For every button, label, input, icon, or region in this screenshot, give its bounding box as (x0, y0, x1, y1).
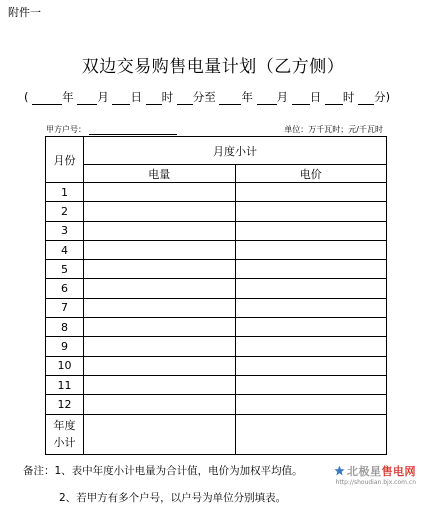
start-year-blank[interactable] (32, 92, 62, 105)
annual-energy-cell[interactable] (84, 414, 236, 454)
month-cell: 6 (46, 279, 84, 298)
month-cell: 12 (46, 395, 84, 414)
price-cell[interactable] (235, 356, 387, 375)
table-row (46, 202, 387, 221)
label-year-2: 年 (241, 90, 253, 104)
label-to: 分至 (192, 90, 216, 104)
energy-cell[interactable] (84, 221, 236, 240)
month-cell: 8 (46, 318, 84, 337)
energy-cell[interactable] (84, 202, 236, 221)
start-day-blank[interactable] (112, 92, 130, 105)
price-cell[interactable] (235, 183, 387, 202)
start-minute-blank[interactable] (177, 92, 193, 105)
table-row (46, 260, 387, 279)
month-cell: 4 (46, 240, 84, 259)
watermark-brand-part2: 售电网 (381, 465, 416, 478)
note-2: 2、若甲方有多个户号，以户号为单位分别填表。 (59, 492, 287, 504)
price-cell[interactable] (235, 337, 387, 356)
label-day-2: 日 (309, 90, 322, 104)
label-year-1: 年 (62, 90, 74, 104)
annual-label-line2: 小计 (53, 436, 76, 450)
account-label: 甲方户号： (46, 125, 86, 134)
start-month-blank[interactable] (77, 92, 97, 105)
end-minute-blank[interactable] (358, 92, 374, 105)
annual-subtotal-label (46, 414, 84, 454)
watermark-url: http://shoudian.bjx.com.cn (335, 479, 416, 486)
energy-cell[interactable] (84, 260, 236, 279)
unit-label: 单位：万千瓦时；元/千瓦时 (284, 125, 383, 134)
note-1: 备注：1、表中年度小计电量为合计值，电价为加权平均值。 (23, 465, 303, 477)
table-row (46, 337, 387, 356)
account-number-blank[interactable] (89, 125, 177, 135)
energy-header: 电量 (84, 165, 236, 183)
energy-cell[interactable] (84, 395, 236, 414)
monthly-subtotal-header: 月度小计 (84, 137, 387, 165)
table-row (46, 240, 387, 259)
watermark-brand-part1: 北极星 (347, 465, 382, 478)
label-day-1: 日 (130, 90, 142, 104)
label-minute-2: 分 (374, 90, 386, 104)
month-cell: 5 (46, 260, 84, 279)
month-cell: 10 (46, 356, 84, 375)
energy-cell[interactable] (84, 318, 236, 337)
attachment-label: 附件一 (8, 6, 41, 19)
table-row (46, 395, 387, 414)
annual-subtotal-row (46, 414, 387, 454)
table-row (46, 356, 387, 375)
price-header: 电价 (235, 165, 387, 183)
plan-table (45, 136, 387, 455)
month-cell: 7 (46, 298, 84, 317)
document-title: 双边交易购售电量计划（乙方侧） (81, 57, 345, 77)
energy-cell[interactable] (84, 337, 236, 356)
label-month-1: 月 (97, 90, 109, 104)
end-year-blank[interactable] (219, 92, 241, 105)
month-cell: 9 (46, 337, 84, 356)
table-row (46, 183, 387, 202)
table-row (46, 221, 387, 240)
energy-cell[interactable] (84, 240, 236, 259)
watermark-brand (334, 463, 416, 479)
watermark (334, 463, 416, 486)
month-cell: 11 (46, 375, 84, 394)
end-month-blank[interactable] (257, 92, 277, 105)
price-cell[interactable] (235, 260, 387, 279)
price-cell[interactable] (235, 395, 387, 414)
price-cell[interactable] (235, 318, 387, 337)
end-hour-blank[interactable] (325, 92, 343, 105)
label-hour-2: 时 (342, 90, 355, 104)
annual-price-cell[interactable] (235, 414, 387, 454)
label-month-2: 月 (276, 90, 289, 104)
table-row (46, 375, 387, 394)
table-row (46, 279, 387, 298)
star-logo-icon (334, 465, 345, 476)
energy-cell[interactable] (84, 183, 236, 202)
month-cell: 1 (46, 183, 84, 202)
month-header: 月份 (46, 137, 84, 183)
energy-cell[interactable] (84, 375, 236, 394)
price-cell[interactable] (235, 279, 387, 298)
open-paren: ( (24, 90, 29, 104)
energy-cell[interactable] (84, 356, 236, 375)
price-cell[interactable] (235, 298, 387, 317)
annual-label-line1: 年度 (53, 419, 76, 433)
label-hour-1: 时 (161, 90, 174, 104)
price-cell[interactable] (235, 240, 387, 259)
month-cell: 3 (46, 221, 84, 240)
end-day-blank[interactable] (292, 92, 310, 105)
table-row (46, 298, 387, 317)
account-row (46, 124, 177, 135)
price-cell[interactable] (235, 375, 387, 394)
energy-cell[interactable] (84, 279, 236, 298)
month-cell: 2 (46, 202, 84, 221)
table-row (46, 318, 387, 337)
start-hour-blank[interactable] (146, 92, 162, 105)
price-cell[interactable] (235, 202, 387, 221)
energy-cell[interactable] (84, 298, 236, 317)
notes (23, 458, 303, 512)
close-paren: ) (385, 90, 391, 104)
price-cell[interactable] (235, 221, 387, 240)
period-line (24, 89, 390, 105)
